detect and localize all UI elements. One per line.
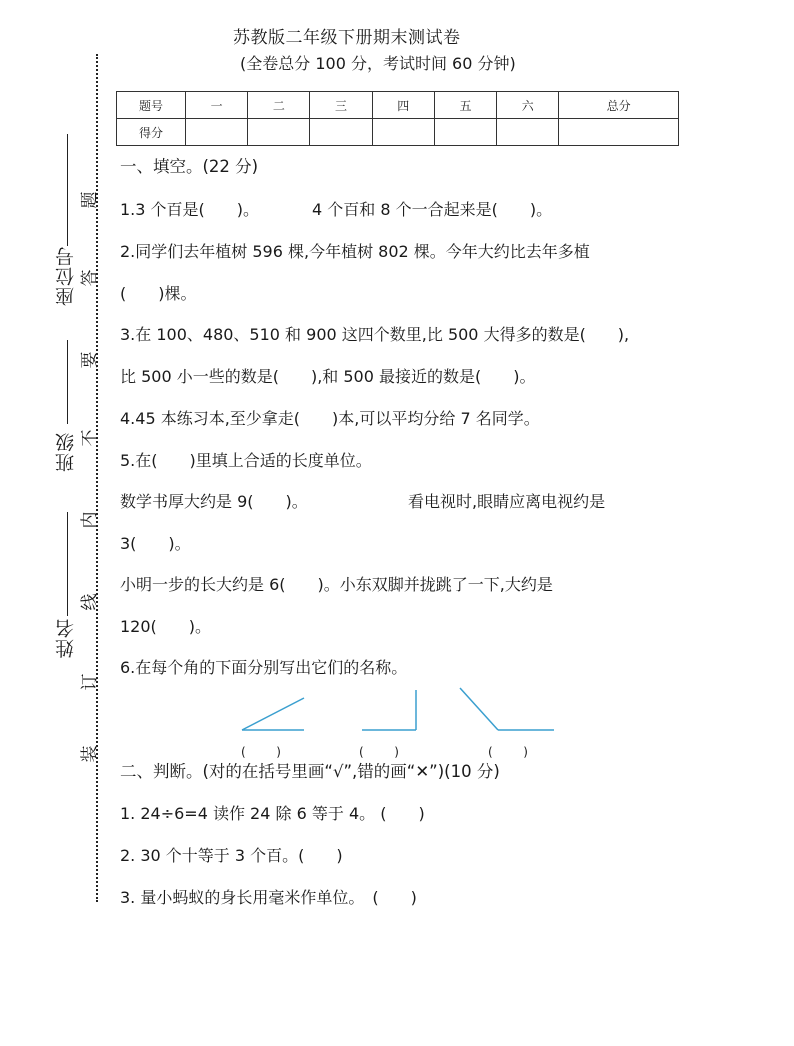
- table-cell: 得分: [117, 119, 186, 146]
- warning-char: 不: [80, 429, 100, 447]
- section2-title: 二、判断。(对的在括号里画“√”,错的画“✕”)(10 分): [120, 762, 500, 781]
- score-cell[interactable]: [186, 119, 248, 146]
- seat-underline: [67, 134, 68, 246]
- judge-question-1: 1. 24÷6=4 读作 24 除 6 等于 4。 ( ): [120, 804, 425, 823]
- table-cell: 四: [372, 92, 434, 119]
- table-cell: 一: [186, 92, 248, 119]
- name-underline: [67, 512, 68, 616]
- question-5a: 数学书厚大约是 9( )。: [120, 492, 308, 511]
- class-label: 班级: [55, 432, 77, 472]
- table-cell: 六: [497, 92, 559, 119]
- acute-angle: [242, 698, 304, 730]
- question-2a: 2.同学们去年植树 596 棵,今年植树 802 棵。今年大约比去年多植: [120, 242, 590, 261]
- page-title: 苏教版二年级下册期末测试卷: [233, 28, 461, 48]
- question-6: 6.在每个角的下面分别写出它们的名称。: [120, 658, 408, 677]
- angle-blank[interactable]: ( ): [241, 745, 281, 759]
- angle-blank[interactable]: ( ): [488, 745, 528, 759]
- class-underline: [67, 340, 68, 424]
- question-1b: 4 个百和 8 个一合起来是( )。: [312, 200, 553, 219]
- page-subtitle: (全卷总分 100 分，考试时间 60 分钟): [240, 54, 516, 73]
- score-cell[interactable]: [248, 119, 310, 146]
- question-2b: ( )棵。: [120, 284, 197, 303]
- obtuse-angle: [460, 688, 554, 730]
- question-5: 5.在( )里填上合适的长度单位。: [120, 451, 372, 470]
- score-table-score-row: [117, 119, 679, 146]
- warning-char: 装: [80, 745, 100, 763]
- judge-question-3: 3. 量小蚂蚁的身长用毫米作单位。 ( ): [120, 888, 417, 907]
- question-5b: 看电视时,眼睛应离电视约是: [408, 492, 606, 511]
- score-cell[interactable]: [559, 119, 679, 146]
- question-4: 4.45 本练习本,至少拿走( )本,可以平均分给 7 名同学。: [120, 409, 540, 428]
- score-table-header-row: [117, 92, 679, 119]
- table-cell: 二: [248, 92, 310, 119]
- question-3b: 比 500 小一些的数是( ),和 500 最接近的数是( )。: [120, 367, 536, 386]
- table-cell: 五: [434, 92, 496, 119]
- warning-char: 题: [80, 191, 100, 209]
- judge-question-2: 2. 30 个十等于 3 个百。( ): [120, 846, 343, 865]
- table-cell: 总分: [559, 92, 679, 119]
- question-5c: 3( )。: [120, 534, 191, 553]
- question-5e: 120( )。: [120, 617, 212, 636]
- warning-char: 答: [80, 269, 100, 287]
- score-cell[interactable]: [434, 119, 496, 146]
- name-label: 姓名: [55, 618, 77, 658]
- question-3a: 3.在 100、480、510 和 900 这四个数里,比 500 大得多的数是( ),: [120, 325, 630, 344]
- table-cell: 三: [310, 92, 372, 119]
- table-cell: 题号: [117, 92, 186, 119]
- score-cell[interactable]: [372, 119, 434, 146]
- warning-char: 订: [80, 673, 100, 691]
- seat-label: 座位号: [55, 246, 77, 306]
- score-table: [116, 91, 679, 146]
- score-cell[interactable]: [497, 119, 559, 146]
- warning-char: 要: [80, 351, 100, 369]
- right-angle: [362, 690, 416, 730]
- question-5d: 小明一步的长大约是 6( )。小东双脚并拢跳了一下,大约是: [120, 575, 553, 594]
- score-cell[interactable]: [310, 119, 372, 146]
- question-1a: 1.3 个百是( )。: [120, 200, 260, 219]
- section1-title: 一、填空。(22 分): [120, 157, 259, 176]
- warning-char: 线: [80, 593, 100, 611]
- binding-dotted-line: [96, 54, 98, 902]
- warning-char: 内: [80, 511, 100, 529]
- angle-blank[interactable]: ( ): [359, 745, 399, 759]
